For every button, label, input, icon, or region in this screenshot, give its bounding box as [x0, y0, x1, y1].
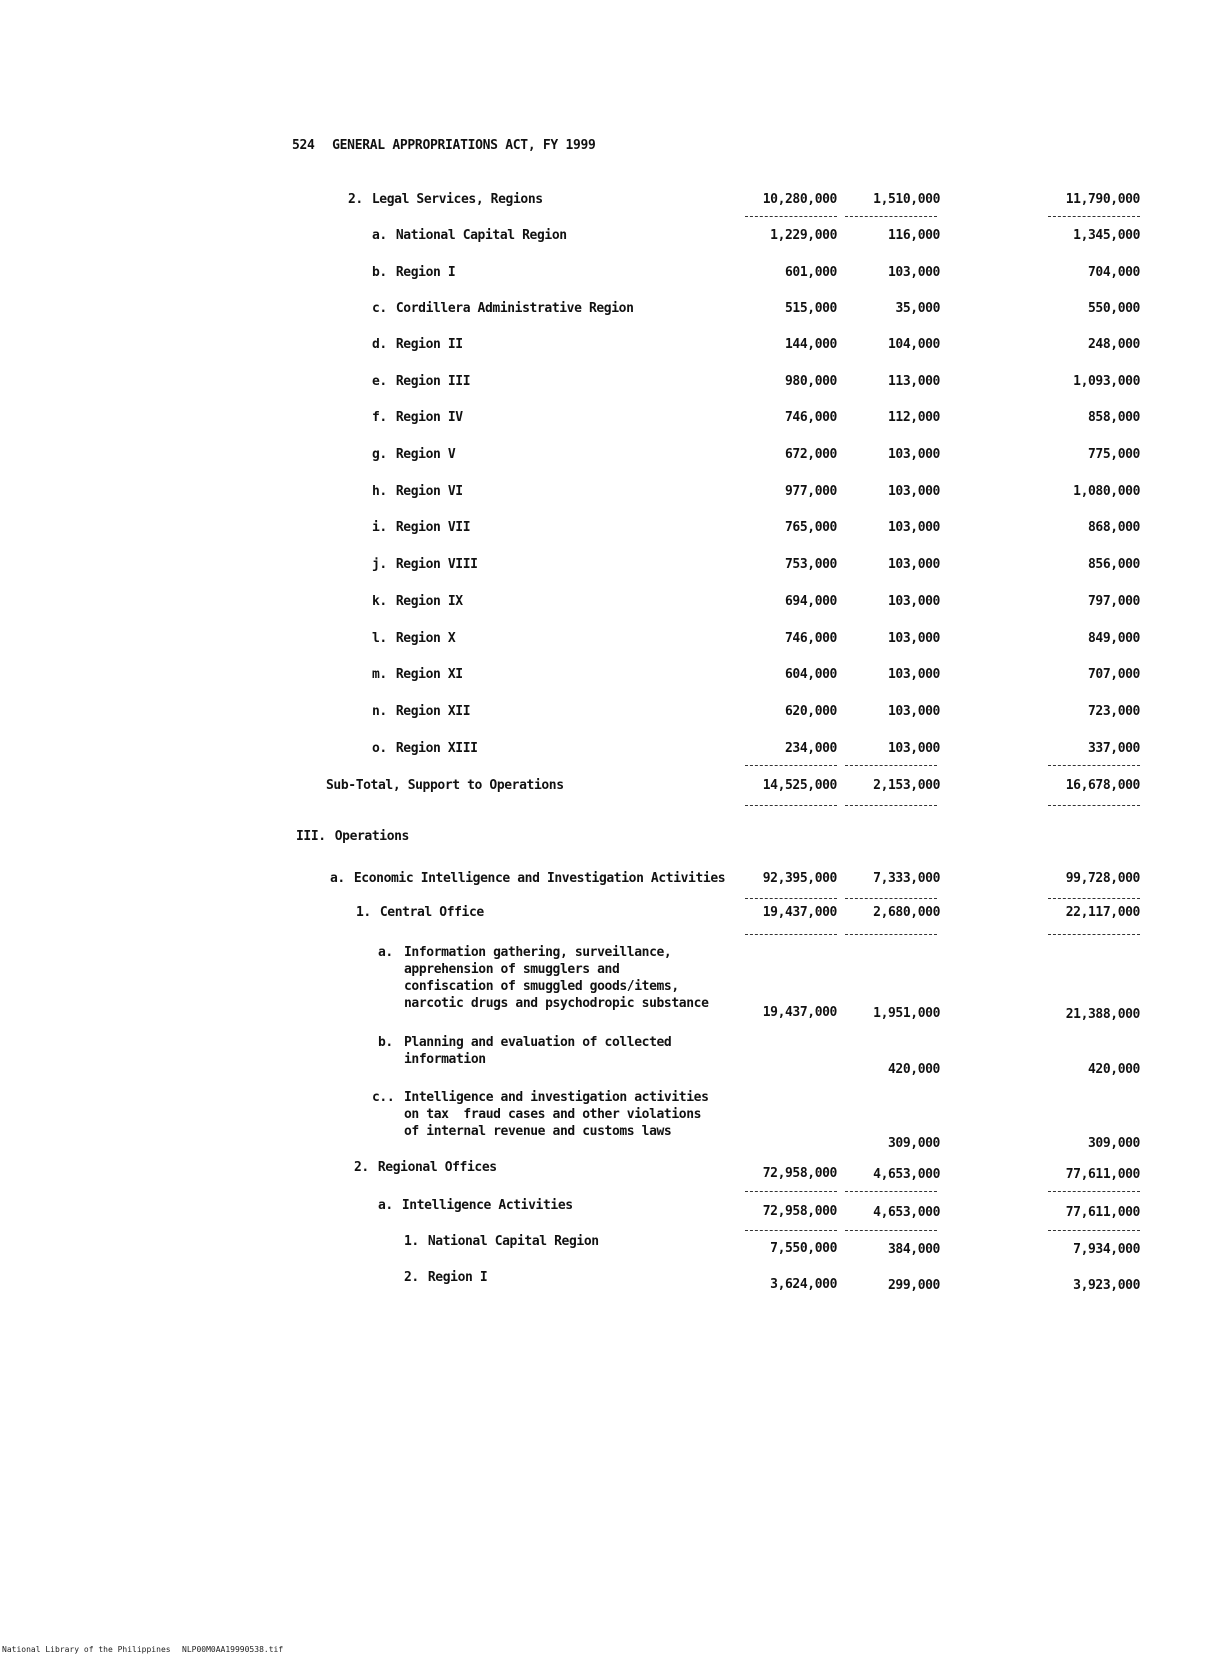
row-label: Region VIII: [395, 557, 478, 572]
footer-filename: NLP00M0AA19990538.tif: [182, 1645, 284, 1654]
amount-col3: 21,388,000: [1065, 1007, 1140, 1022]
row-marker: m.: [372, 667, 387, 682]
row-label: Region IX: [395, 594, 463, 609]
row-label: Regional Offices: [377, 1160, 497, 1175]
amount-col3: 707,000: [1088, 667, 1140, 682]
amount-col3: 849,000: [1088, 631, 1140, 646]
row-label: Region V: [395, 447, 456, 462]
row-label: Economic Intelligence and Investigation Activities: [353, 871, 726, 886]
amount-col2: 103,000: [888, 667, 940, 682]
row-label: Legal Services, Regions: [371, 192, 543, 207]
legal-region-row: [0, 265, 1232, 285]
central-office-row: [0, 905, 1232, 925]
row-label: Intelligence Activities: [401, 1198, 573, 1213]
legal-region-row: [0, 704, 1232, 724]
amount-col1: 746,000: [785, 410, 837, 425]
amount-col1: 980,000: [785, 374, 837, 389]
econ-intel-row: [0, 871, 1232, 891]
amount-col2: 384,000: [888, 1242, 940, 1257]
amount-col2: 4,653,000: [873, 1205, 940, 1220]
amount-col2: 309,000: [888, 1136, 940, 1151]
amount-col1: 72,958,000: [762, 1204, 837, 1219]
page-number: 524: [292, 138, 315, 153]
amount-col1: 3,624,000: [770, 1277, 837, 1292]
legal-region-row: [0, 557, 1232, 577]
amount-col1: 92,395,000: [762, 871, 837, 886]
legal-region-row: [0, 410, 1232, 430]
central-item-text: Planning and evaluation of collected information: [404, 1035, 672, 1067]
row-marker: l.: [372, 631, 387, 646]
page-title: GENERAL APPROPRIATIONS ACT, FY 1999: [332, 138, 596, 153]
amount-col3: 420,000: [1088, 1062, 1140, 1077]
central-item-marker: a.: [378, 945, 393, 960]
row-marker: 2.: [348, 192, 363, 207]
amount-col1: 753,000: [785, 557, 837, 572]
amount-col3: 7,934,000: [1073, 1242, 1140, 1257]
amount-col3: 16,678,000: [1065, 778, 1140, 793]
amount-col3: 723,000: [1088, 704, 1140, 719]
amount-col2: 299,000: [888, 1278, 940, 1293]
amount-col2: 103,000: [888, 447, 940, 462]
intel-region-row: [0, 1234, 1232, 1257]
rule-line: [845, 934, 937, 935]
footer-library: National Library of the Philippines: [2, 1645, 171, 1654]
amount-col3: 704,000: [1088, 265, 1140, 280]
legal-region-row: [0, 520, 1232, 540]
amount-col2: 103,000: [888, 557, 940, 572]
row-label: Region III: [395, 374, 471, 389]
central-item-marker: b.: [378, 1035, 393, 1050]
amount-col1: 1,229,000: [770, 228, 837, 243]
amount-col3: 309,000: [1088, 1136, 1140, 1151]
rule-line: [745, 805, 837, 806]
row-label: Region VI: [395, 484, 463, 499]
amount-col3: 99,728,000: [1065, 871, 1140, 886]
amount-col3: 550,000: [1088, 301, 1140, 316]
amount-col3: 11,790,000: [1065, 192, 1140, 207]
amount-col1: 694,000: [785, 594, 837, 609]
amount-col1: 977,000: [785, 484, 837, 499]
amount-col2: 103,000: [888, 631, 940, 646]
row-label: Region I: [427, 1270, 488, 1285]
amount-col3: 856,000: [1088, 557, 1140, 572]
amount-col3: 1,080,000: [1073, 484, 1140, 499]
rule-line: [845, 1230, 937, 1231]
legal-region-row: [0, 447, 1232, 467]
amount-col2: 1,510,000: [873, 192, 940, 207]
row-label: Region X: [395, 631, 456, 646]
central-item-marker: c..: [372, 1090, 395, 1105]
row-marker: a.: [372, 228, 387, 243]
amount-col3: 1,345,000: [1073, 228, 1140, 243]
intel-activities-row: [0, 1198, 1232, 1218]
amount-col1: 72,958,000: [762, 1166, 837, 1181]
row-marker: b.: [372, 265, 387, 280]
rule-line: [1048, 1191, 1140, 1192]
rule-line: [845, 1191, 937, 1192]
amount-col2: 103,000: [888, 265, 940, 280]
amount-col3: 3,923,000: [1073, 1278, 1140, 1293]
central-item-text: Information gathering, surveillance, apprehension of smugglers and confiscation of smuggled goods/items, narcotic drugs and psychodropic substance: [404, 945, 709, 1011]
row-label: Region VII: [395, 520, 471, 535]
row-label: Cordillera Administrative Region: [395, 301, 634, 316]
amount-col1: 7,550,000: [770, 1241, 837, 1256]
rule-line: [1048, 216, 1140, 217]
rule-line: [845, 765, 937, 766]
row-label: Operations: [334, 829, 409, 844]
amount-col2: 103,000: [888, 594, 940, 609]
amount-col2: 103,000: [888, 741, 940, 756]
amount-col1: 515,000: [785, 301, 837, 316]
regional-offices-row: [0, 1160, 1232, 1180]
row-marker: o.: [372, 741, 387, 756]
amount-col1: 234,000: [785, 741, 837, 756]
amount-col1: 604,000: [785, 667, 837, 682]
row-marker: e.: [372, 374, 387, 389]
amount-col2: 4,653,000: [873, 1167, 940, 1182]
amount-col3: 797,000: [1088, 594, 1140, 609]
amount-col2: 103,000: [888, 704, 940, 719]
amount-col2: 103,000: [888, 520, 940, 535]
legal-region-row: [0, 337, 1232, 357]
amount-col2: 104,000: [888, 337, 940, 352]
legal-region-row: [0, 631, 1232, 651]
rule-line: [845, 805, 937, 806]
amount-col2: 113,000: [888, 374, 940, 389]
rule-line: [845, 216, 937, 217]
legal-region-row: [0, 228, 1232, 248]
amount-col1: 620,000: [785, 704, 837, 719]
amount-col1: 144,000: [785, 337, 837, 352]
row-marker: III.: [296, 829, 326, 844]
amount-col2: 116,000: [888, 228, 940, 243]
rule-line: [845, 898, 937, 899]
central-item-text: Intelligence and investigation activities on tax fraud cases and other violations of internal revenue and customs laws: [404, 1090, 709, 1139]
operations-heading: [0, 829, 1232, 849]
row-label: Region XI: [395, 667, 463, 682]
row-label: National Capital Region: [395, 228, 567, 243]
amount-col2: 420,000: [888, 1062, 940, 1077]
amount-col3: 248,000: [1088, 337, 1140, 352]
legal-region-row: [0, 484, 1232, 504]
row-label: Central Office: [379, 905, 484, 920]
row-label: Region IV: [395, 410, 463, 425]
page-header: [292, 138, 596, 153]
amount-col3: 22,117,000: [1065, 905, 1140, 920]
row-marker: k.: [372, 594, 387, 609]
amount-col2: 103,000: [888, 484, 940, 499]
amount-col2: 2,680,000: [873, 905, 940, 920]
amount-col1: 746,000: [785, 631, 837, 646]
amount-col1: 10,280,000: [762, 192, 837, 207]
amount-col3: 868,000: [1088, 520, 1140, 535]
row-marker: 1.: [356, 905, 371, 920]
amount-col1: 601,000: [785, 265, 837, 280]
row-marker: j.: [372, 557, 387, 572]
rule-line: [1048, 934, 1140, 935]
row-label: Region II: [395, 337, 463, 352]
legal-region-row: [0, 374, 1232, 394]
legal-region-row: [0, 301, 1232, 321]
amount-col3: 775,000: [1088, 447, 1140, 462]
amount-col3: 77,611,000: [1065, 1167, 1140, 1182]
amount-col2: 112,000: [888, 410, 940, 425]
amount-col3: 1,093,000: [1073, 374, 1140, 389]
row-marker: 1.: [404, 1234, 419, 1249]
amount-col1: 14,525,000: [762, 778, 837, 793]
rule-line: [1048, 1230, 1140, 1231]
subtotal-label: Sub-Total, Support to Operations: [326, 778, 564, 793]
legal-region-row: [0, 741, 1232, 761]
amount-col2: 35,000: [895, 301, 940, 316]
legal-services-heading: [0, 192, 1232, 212]
amount-col1: 672,000: [785, 447, 837, 462]
row-marker: h.: [372, 484, 387, 499]
amount-col3: 858,000: [1088, 410, 1140, 425]
rule-line: [745, 1191, 837, 1192]
rule-line: [745, 1230, 837, 1231]
row-label: Region XII: [395, 704, 471, 719]
row-label: Region XIII: [395, 741, 478, 756]
row-marker: n.: [372, 704, 387, 719]
amount-col3: 77,611,000: [1065, 1205, 1140, 1220]
rule-line: [745, 934, 837, 935]
amount-col1: 765,000: [785, 520, 837, 535]
row-label: National Capital Region: [427, 1234, 599, 1249]
row-marker: a.: [378, 1198, 393, 1213]
legal-region-row: [0, 594, 1232, 614]
row-marker: 2.: [404, 1270, 419, 1285]
amount-col1: 19,437,000: [762, 905, 837, 920]
legal-region-row: [0, 667, 1232, 687]
amount-col1: 19,437,000: [762, 1005, 837, 1020]
intel-region-row: [0, 1270, 1232, 1293]
rule-line: [745, 765, 837, 766]
rule-line: [1048, 898, 1140, 899]
row-marker: 2.: [354, 1160, 369, 1175]
row-marker: d.: [372, 337, 387, 352]
row-marker: g.: [372, 447, 387, 462]
amount-col2: 7,333,000: [873, 871, 940, 886]
amount-col2: 1,951,000: [873, 1006, 940, 1021]
row-marker: a.: [330, 871, 345, 886]
amount-col2: 2,153,000: [873, 778, 940, 793]
row-label: Region I: [395, 265, 456, 280]
row-marker: i.: [372, 520, 387, 535]
amount-col3: 337,000: [1088, 741, 1140, 756]
row-marker: f.: [372, 410, 387, 425]
row-marker: c.: [372, 301, 387, 316]
rule-line: [1048, 805, 1140, 806]
rule-line: [745, 216, 837, 217]
subtotal-row: [0, 778, 1232, 798]
rule-line: [1048, 765, 1140, 766]
rule-line: [745, 898, 837, 899]
